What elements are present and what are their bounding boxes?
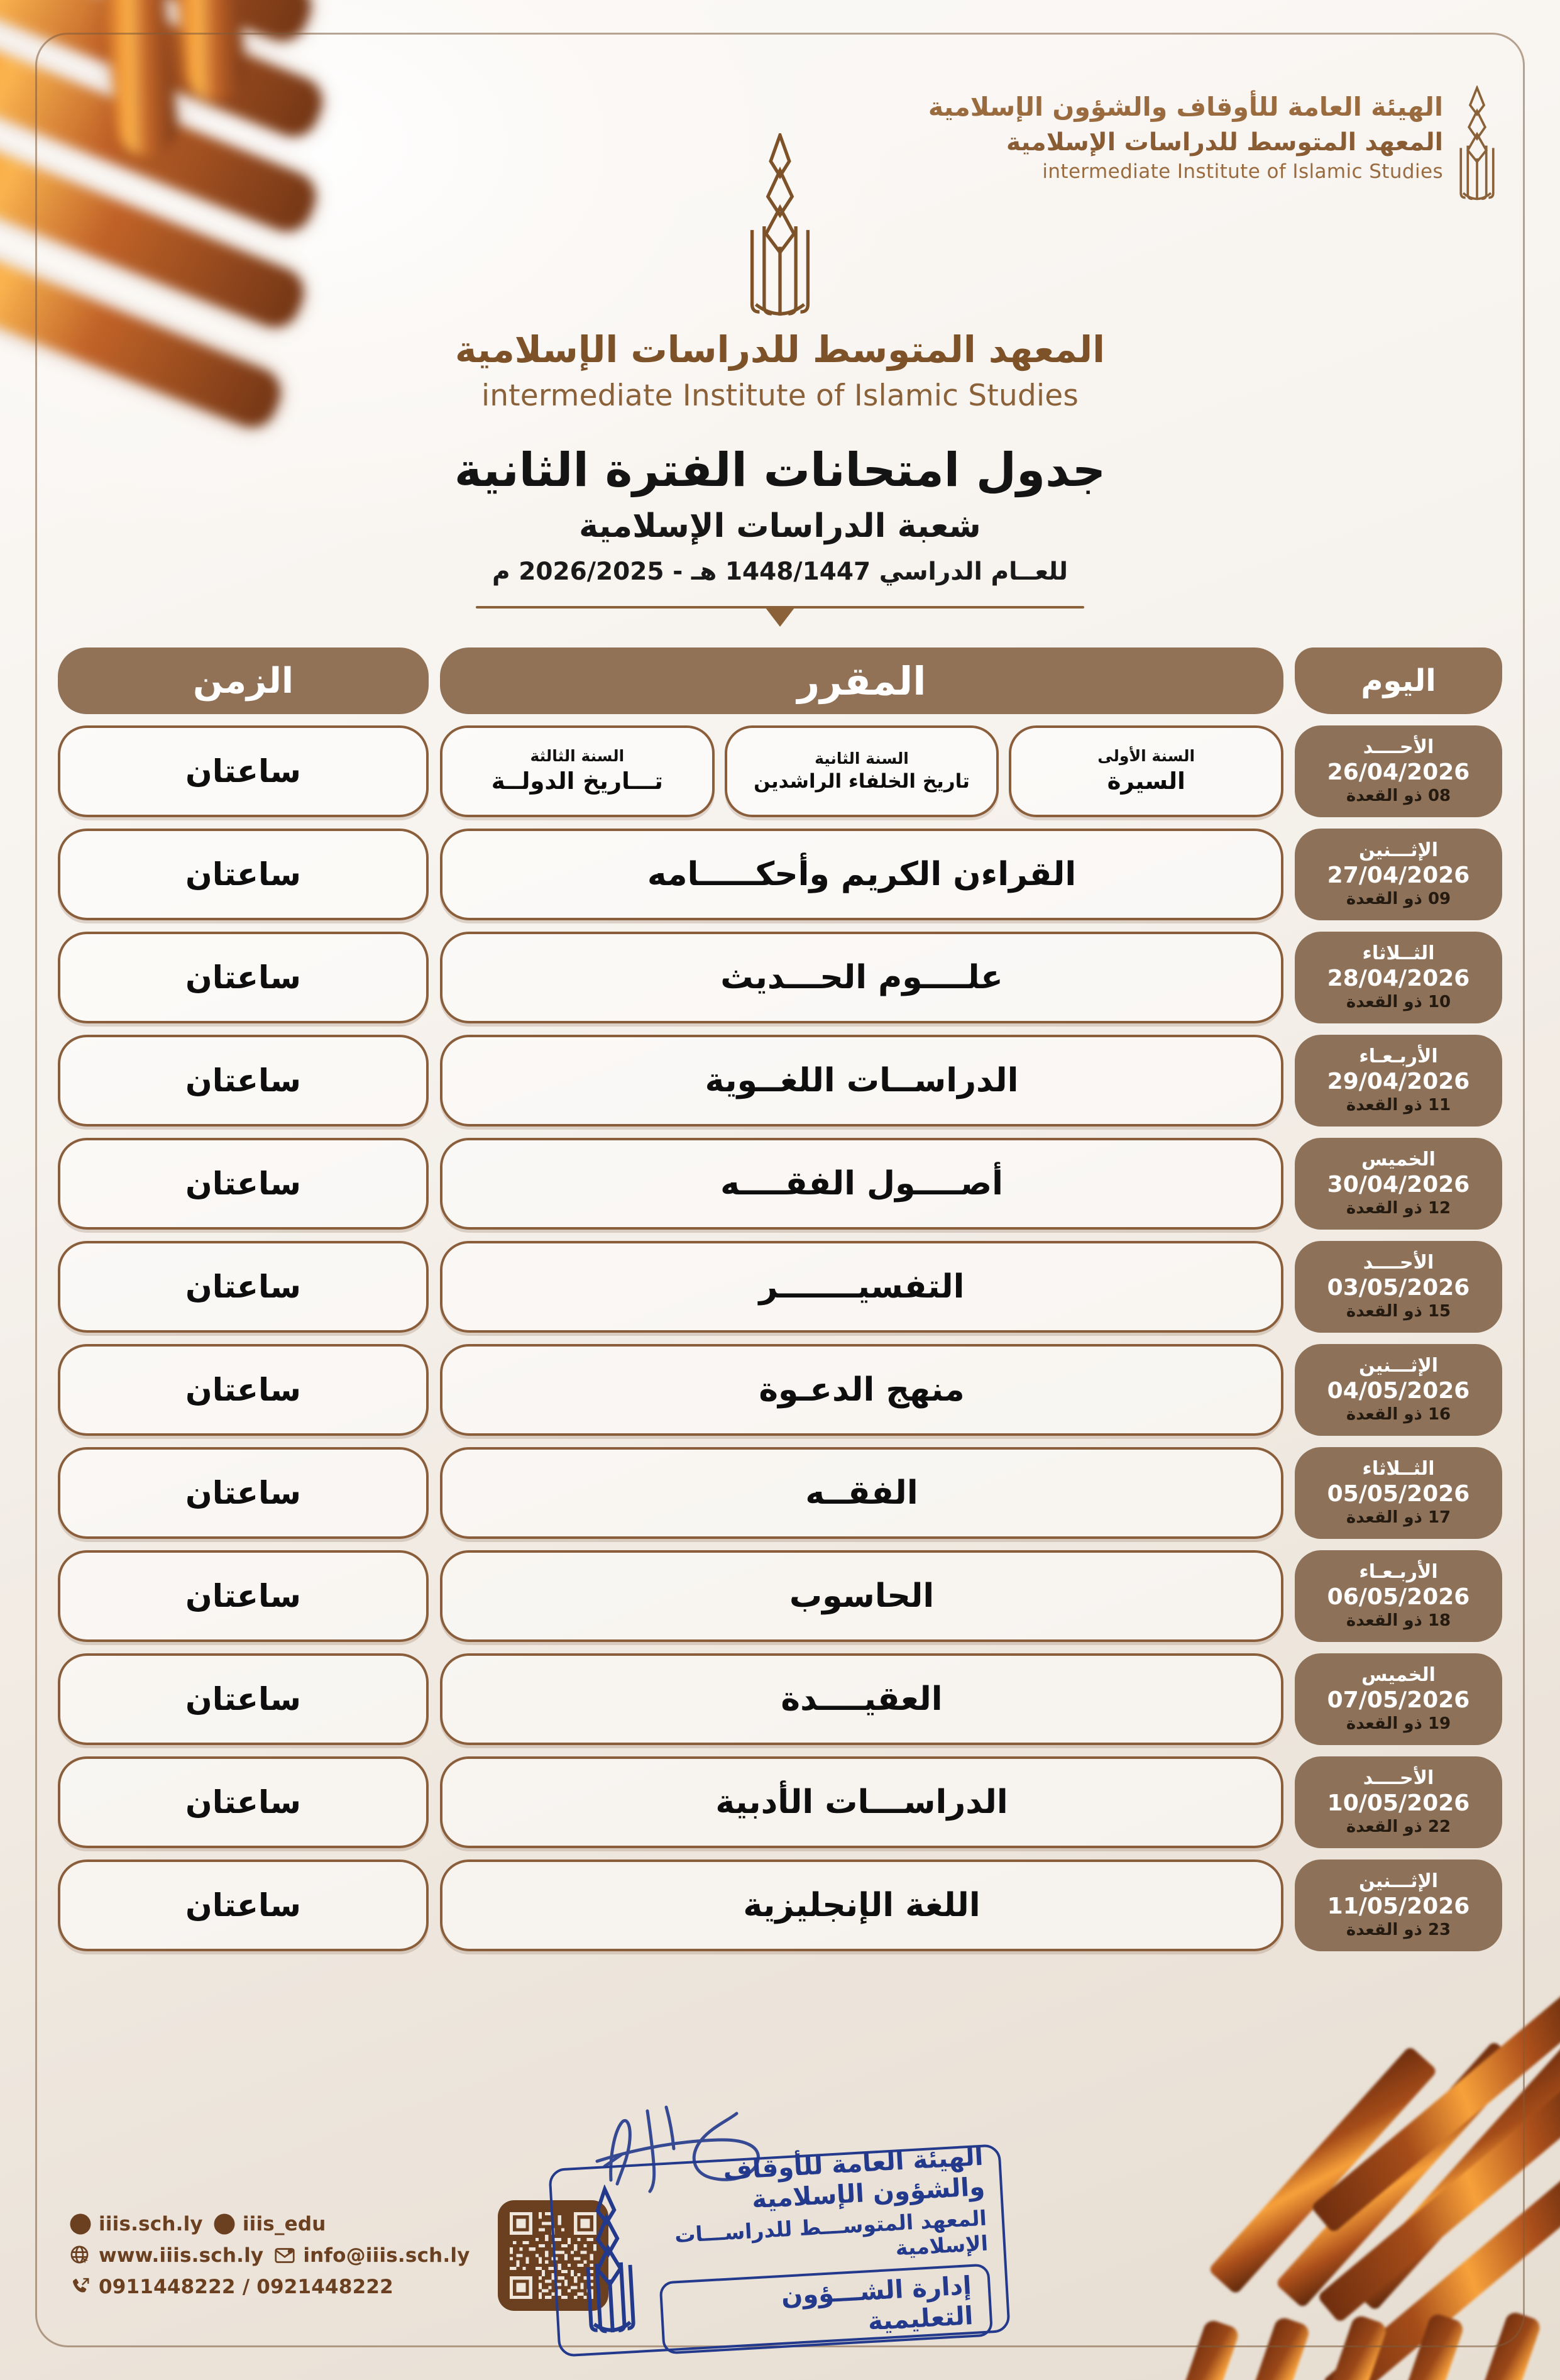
course-name: التفسيـــــــر xyxy=(759,1268,965,1306)
organization-brand xyxy=(928,94,1443,182)
row-cell-time xyxy=(58,1653,429,1745)
gregorian-date: 11/05/2026 xyxy=(1327,1893,1470,1920)
telegram-entry[interactable] xyxy=(213,2213,326,2235)
row-cell-day xyxy=(1295,1653,1502,1745)
globe-icon xyxy=(69,2244,92,2267)
table-row xyxy=(58,1035,1502,1127)
day-name: الثــلاثاء xyxy=(1362,1458,1435,1480)
day-pill xyxy=(1295,1344,1502,1436)
course-pill xyxy=(440,1344,1283,1436)
email-address: info@iiis.sch.ly xyxy=(303,2244,470,2267)
time-pill xyxy=(58,1653,429,1745)
row-cell-course xyxy=(440,932,1283,1023)
document-title: جدول امتحانات الفترة الثانية xyxy=(454,443,1106,497)
day-pill xyxy=(1295,725,1502,817)
envelope-icon xyxy=(273,2244,296,2267)
day-pill xyxy=(1295,1859,1502,1951)
gregorian-date: 29/04/2026 xyxy=(1327,1069,1470,1095)
day-pill xyxy=(1295,1138,1502,1230)
duration-text: ساعتان xyxy=(185,1475,301,1511)
row-cell-course xyxy=(440,1653,1283,1745)
phone-icon xyxy=(69,2276,92,2298)
website-url: www.iiis.sch.ly xyxy=(99,2244,264,2267)
header-cell-course xyxy=(440,647,1283,714)
gregorian-date: 03/05/2026 xyxy=(1327,1275,1470,1301)
course-pill xyxy=(440,1035,1283,1127)
column-header-time: الزمن xyxy=(58,647,429,714)
header-cell-time xyxy=(58,647,429,714)
document-header xyxy=(0,58,1560,611)
contact-row-web xyxy=(69,2244,470,2267)
time-pill xyxy=(58,1344,429,1436)
institute-title-en: intermediate Institute of Islamic Studies xyxy=(481,378,1079,413)
divider-triangle-icon xyxy=(766,608,794,627)
table-row xyxy=(58,932,1502,1023)
approval-area xyxy=(553,2086,1031,2356)
course-name: القراءن الكريم وأحكـــــامه xyxy=(647,856,1077,893)
authority-name-ar: الهيئة العامة للأوقاف والشؤون الإسلامية xyxy=(928,92,1443,122)
course-name: منهج الدعـوة xyxy=(759,1371,965,1409)
stamp-text xyxy=(652,2142,993,2354)
row-cell-day xyxy=(1295,1859,1502,1951)
course-name: الدراســـات الأدبية xyxy=(715,1783,1008,1821)
table-header-row xyxy=(58,647,1502,714)
table-row xyxy=(58,1859,1502,1951)
row-cell-time xyxy=(58,725,429,817)
gregorian-date: 26/04/2026 xyxy=(1327,759,1470,786)
time-pill xyxy=(58,725,429,817)
website-entry[interactable] xyxy=(69,2244,263,2267)
row-cell-day xyxy=(1295,1241,1502,1333)
time-pill xyxy=(58,1859,429,1951)
row-cell-time xyxy=(58,1550,429,1642)
telegram-handle: iiis_edu xyxy=(242,2213,326,2235)
time-pill xyxy=(58,1550,429,1642)
course-name: اللغة الإنجليزية xyxy=(743,1887,980,1924)
day-name: الإثـــنين xyxy=(1358,839,1439,862)
day-name: الثــلاثاء xyxy=(1362,942,1435,965)
time-pill xyxy=(58,1035,429,1127)
official-stamp xyxy=(548,2144,1011,2357)
gregorian-date: 30/04/2026 xyxy=(1327,1172,1470,1198)
facebook-entry[interactable] xyxy=(69,2213,203,2235)
stamp-border xyxy=(548,2144,1011,2357)
day-name: الخميس xyxy=(1361,1149,1436,1171)
course-pill xyxy=(440,1138,1283,1230)
time-pill xyxy=(58,1138,429,1230)
facebook-icon xyxy=(69,2213,92,2235)
row-cell-time xyxy=(58,1859,429,1951)
phone-numbers: 0911448222 / 0921448222 xyxy=(99,2276,393,2298)
row-cell-day xyxy=(1295,1550,1502,1642)
footer-contact xyxy=(69,2200,608,2311)
stamp-department: إدارة الشـــؤون التعليمية xyxy=(780,2271,974,2336)
day-name: الإثـــنين xyxy=(1358,1355,1439,1377)
hijri-date: 22 ذو القعدة xyxy=(1346,1817,1451,1837)
duration-text: ساعتان xyxy=(185,959,301,996)
day-pill xyxy=(1295,1035,1502,1127)
gregorian-date: 04/05/2026 xyxy=(1327,1378,1470,1404)
course-name: الدراســات اللغــوية xyxy=(705,1062,1019,1099)
row-cell-day xyxy=(1295,1138,1502,1230)
duration-text: ساعتان xyxy=(185,1887,301,1924)
hijri-date: 12 ذو القعدة xyxy=(1346,1199,1451,1218)
duration-text: ساعتان xyxy=(185,1062,301,1099)
decorative-corner-bottom-right xyxy=(1140,1965,1560,2380)
duration-text: ساعتان xyxy=(185,1372,301,1408)
table-row xyxy=(58,1756,1502,1848)
gregorian-date: 27/04/2026 xyxy=(1327,862,1470,889)
hijri-date: 19 ذو القعدة xyxy=(1346,1714,1451,1734)
table-row xyxy=(58,1138,1502,1230)
year-course-pill xyxy=(1009,725,1283,817)
row-cell-day xyxy=(1295,1035,1502,1127)
year-label: السنة الثانية xyxy=(815,749,909,768)
course-name: تاريخ الخلفاء الراشدين xyxy=(754,769,970,793)
column-header-day: اليوم xyxy=(1295,647,1502,714)
row-cell-course xyxy=(440,1859,1283,1951)
stamp-department-box xyxy=(659,2263,993,2354)
row-cell-time xyxy=(58,1035,429,1127)
course-name: تـــاريخ الدولــة xyxy=(491,768,663,795)
institute-crest-icon xyxy=(733,133,827,319)
day-name: الأحــــد xyxy=(1363,736,1434,759)
course-pill xyxy=(440,1859,1283,1951)
authority-crest-icon xyxy=(1448,85,1506,201)
day-name: الإثـــنين xyxy=(1358,1870,1439,1893)
course-pill xyxy=(440,1550,1283,1642)
row-cell-course xyxy=(440,1344,1283,1436)
course-year-group xyxy=(440,725,1283,817)
hijri-date: 16 ذو القعدة xyxy=(1346,1405,1451,1424)
gregorian-date: 07/05/2026 xyxy=(1327,1687,1470,1714)
course-name: أصــــول الفقــــه xyxy=(720,1165,1003,1203)
hijri-date: 11 ذو القعدة xyxy=(1346,1096,1451,1115)
time-pill xyxy=(58,932,429,1023)
row-cell-time xyxy=(58,829,429,920)
institute-title-ar: المعهد المتوسط للدراسات الإسلامية xyxy=(455,328,1105,371)
academic-year: للعــام الدراسي 1448/1447 هـ - 2026/2025 م xyxy=(492,558,1068,586)
row-cell-course xyxy=(440,1756,1283,1848)
gregorian-date: 28/04/2026 xyxy=(1327,966,1470,992)
course-name: السيرة xyxy=(1107,768,1185,795)
course-name: علــــوم الحـــديث xyxy=(720,959,1003,996)
telegram-icon xyxy=(213,2213,236,2235)
email-entry[interactable] xyxy=(273,2244,470,2267)
day-pill xyxy=(1295,1447,1502,1539)
row-cell-day xyxy=(1295,932,1502,1023)
institute-name-ar-small: المعهد المتوسط للدراسات الإسلامية xyxy=(1006,128,1443,157)
row-cell-day xyxy=(1295,1344,1502,1436)
title-divider xyxy=(476,602,1084,621)
table-row xyxy=(58,1241,1502,1333)
day-pill xyxy=(1295,1550,1502,1642)
title-block xyxy=(0,328,1560,621)
course-pill xyxy=(440,829,1283,920)
contact-row-social xyxy=(69,2213,470,2235)
row-cell-course xyxy=(440,1035,1283,1127)
table-row xyxy=(58,1550,1502,1642)
course-pill xyxy=(440,1447,1283,1539)
row-cell-day xyxy=(1295,725,1502,817)
exam-schedule-table xyxy=(58,647,1502,1963)
time-pill xyxy=(58,1756,429,1848)
time-pill xyxy=(58,829,429,920)
row-cell-course xyxy=(440,1241,1283,1333)
document-subtitle: شعبة الدراسات الإسلامية xyxy=(579,507,981,545)
row-cell-course xyxy=(440,1138,1283,1230)
hijri-date: 17 ذو القعدة xyxy=(1346,1508,1451,1528)
column-header-course: المقرر xyxy=(440,647,1283,714)
gregorian-date: 05/05/2026 xyxy=(1327,1481,1470,1507)
row-cell-time xyxy=(58,1756,429,1848)
day-pill xyxy=(1295,932,1502,1023)
day-name: الأربـعـاء xyxy=(1359,1045,1438,1068)
stamp-authority: الهيئة العامة للأوقاف والشؤون الإسلامية xyxy=(722,2142,986,2215)
table-row xyxy=(58,829,1502,920)
table-row xyxy=(58,1653,1502,1745)
row-cell-time xyxy=(58,1241,429,1333)
time-pill xyxy=(58,1241,429,1333)
day-name: الأحــــد xyxy=(1363,1767,1434,1790)
contact-row-phone xyxy=(69,2276,470,2298)
row-cell-day xyxy=(1295,829,1502,920)
row-cell-time xyxy=(58,932,429,1023)
stamp-crest-icon xyxy=(567,2183,651,2337)
stamp-institute: المعهد المتوســـط للدراســـات الإسلامية xyxy=(674,2205,989,2261)
duration-text: ساعتان xyxy=(185,1578,301,1614)
duration-text: ساعتان xyxy=(185,1165,301,1202)
row-cell-course xyxy=(440,1550,1283,1642)
gregorian-date: 10/05/2026 xyxy=(1327,1790,1470,1817)
duration-text: ساعتان xyxy=(185,856,301,893)
day-pill xyxy=(1295,1653,1502,1745)
course-pill xyxy=(440,932,1283,1023)
facebook-handle: iiis.sch.ly xyxy=(99,2213,203,2235)
hijri-date: 09 ذو القعدة xyxy=(1346,890,1451,909)
hijri-date: 10 ذو القعدة xyxy=(1346,993,1451,1012)
header-cell-day xyxy=(1295,647,1502,714)
row-cell-course xyxy=(440,1447,1283,1539)
gregorian-date: 06/05/2026 xyxy=(1327,1584,1470,1611)
course-name: العقيــــدة xyxy=(781,1680,943,1718)
year-label: السنة الثالثة xyxy=(530,747,625,766)
year-label: السنة الأولى xyxy=(1097,747,1195,766)
row-cell-day xyxy=(1295,1756,1502,1848)
course-pill xyxy=(440,1241,1283,1333)
day-pill xyxy=(1295,1756,1502,1848)
table-row xyxy=(58,1447,1502,1539)
hijri-date: 23 ذو القعدة xyxy=(1346,1920,1451,1940)
institute-name-en-small: intermediate Institute of Islamic Studies xyxy=(1042,160,1443,183)
hijri-date: 18 ذو القعدة xyxy=(1346,1611,1451,1631)
row-cell-time xyxy=(58,1344,429,1436)
day-name: الأربـعـاء xyxy=(1359,1561,1438,1584)
day-pill xyxy=(1295,829,1502,920)
row-cell-day xyxy=(1295,1447,1502,1539)
row-cell-course xyxy=(440,829,1283,920)
duration-text: ساعتان xyxy=(185,1269,301,1305)
contact-details xyxy=(69,2213,470,2298)
day-pill xyxy=(1295,1241,1502,1333)
year-course-pill xyxy=(440,725,715,817)
day-name: الأحــــد xyxy=(1363,1252,1434,1274)
row-cell-time xyxy=(58,1138,429,1230)
duration-text: ساعتان xyxy=(185,753,301,790)
course-name: الفقــه xyxy=(805,1474,918,1512)
duration-text: ساعتان xyxy=(185,1681,301,1717)
year-course-pill xyxy=(725,725,999,817)
hijri-date: 08 ذو القعدة xyxy=(1346,786,1451,806)
day-name: الخميس xyxy=(1361,1664,1436,1687)
hijri-date: 15 ذو القعدة xyxy=(1346,1302,1451,1321)
duration-text: ساعتان xyxy=(185,1784,301,1821)
course-pill xyxy=(440,1756,1283,1848)
row-cell-time xyxy=(58,1447,429,1539)
table-row xyxy=(58,725,1502,817)
course-name: الحاسوب xyxy=(789,1577,935,1615)
row-cell-course xyxy=(440,725,1283,817)
time-pill xyxy=(58,1447,429,1539)
table-row xyxy=(58,1344,1502,1436)
table-body xyxy=(58,725,1502,1951)
phone-entry[interactable] xyxy=(69,2276,393,2298)
course-pill xyxy=(440,1653,1283,1745)
